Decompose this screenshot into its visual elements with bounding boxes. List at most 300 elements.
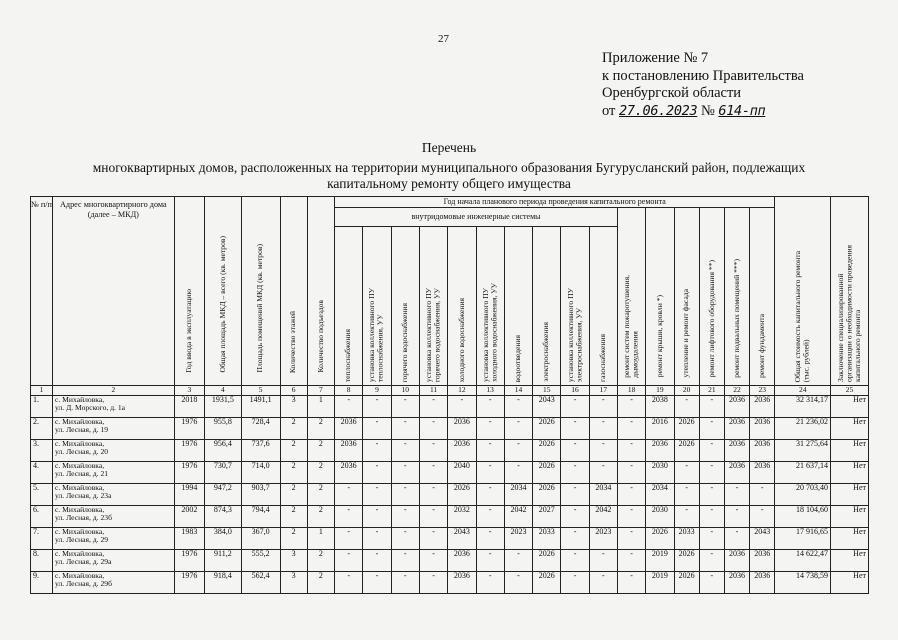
row-cell-c17: 2034 [589,483,617,505]
row-cell-c16: - [561,505,589,527]
row-cell-c14: - [504,395,532,417]
row-conclusion: Нет [831,571,869,593]
header-fire: ремонт систем пожаротушения, дымоудаления [617,208,645,386]
row-cell-c20: 2026 [674,571,699,593]
row-cell-c18: - [617,571,645,593]
row-total-area: 384,0 [205,527,242,549]
row-year: 2002 [174,505,204,527]
row-cell-c19: 2019 [646,549,674,571]
row-cell-c21: - [699,439,724,461]
row-cell-c9: - [363,527,391,549]
row-cell-c15: 2026 [533,439,561,461]
document-subtitle-line-2: капитальному ремонту общего имущества [327,176,571,191]
row-address [53,571,175,593]
address-line-1: с. Михайловка, [55,504,105,514]
row-cost: 21 637,14 [775,461,831,483]
row-conclusion: Нет [831,527,869,549]
row-cost: 20 703,40 [775,483,831,505]
row-cell-c14: - [504,439,532,461]
column-number: 4 [205,386,242,396]
row-cell-c23: 2036 [750,461,775,483]
address-line-1: с. Михайловка, [55,438,105,448]
row-cell-c17: 2023 [589,527,617,549]
row-cell-c18: - [617,439,645,461]
column-number: 20 [674,386,699,396]
row-entrances: 1 [307,395,334,417]
row-cell-c17: - [589,549,617,571]
row-floors: 3 [280,549,307,571]
row-cell-c8: - [335,527,363,549]
row-cell-c11: - [419,395,447,417]
header-gas: газоснабжения [589,227,617,386]
row-entrances: 1 [307,527,334,549]
address-line-2: ул. Лесная, д. 23а [55,491,112,500]
row-cell-c21: - [699,395,724,417]
row-total-area: 911,2 [205,549,242,571]
row-cell-c19: 2038 [646,395,674,417]
header-cold-water: холодного водоснабжения [448,227,476,386]
row-cell-c22: 2036 [724,571,749,593]
row-cell-c13: - [476,417,504,439]
header-elevator: ремонт лифтового оборудования **) [699,208,724,386]
row-cell-c13: - [476,505,504,527]
column-number: 22 [724,386,749,396]
row-floors: 3 [280,571,307,593]
row-cell-c23: 2036 [750,395,775,417]
row-index: 2. [31,417,53,439]
header-heat-meter: установка коллективного ПУ теплоснабжения, УУ [363,227,391,386]
row-cell-c16: - [561,527,589,549]
row-cell-c8: 2036 [335,439,363,461]
row-cell-c12: 2043 [448,527,476,549]
row-cell-c23: 2043 [750,527,775,549]
row-cell-c22: 2036 [724,417,749,439]
table-body [31,395,869,593]
row-year: 1976 [174,417,204,439]
row-premises-area: 562,4 [241,571,280,593]
row-address [53,527,175,549]
address-line-2: ул. Лесная, д. 29б [55,579,112,588]
row-cell-c22: 2036 [724,439,749,461]
row-premises-area: 794,4 [241,505,280,527]
row-total-area: 947,2 [205,483,242,505]
row-cell-c10: - [391,527,419,549]
row-cell-c12: 2036 [448,549,476,571]
header-entrances: Количество подъездов [307,197,334,386]
row-address [53,549,175,571]
row-cell-c21: - [699,571,724,593]
row-cell-c9: - [363,439,391,461]
row-cell-c13: - [476,571,504,593]
row-cell-c9: - [363,571,391,593]
row-cell-c10: - [391,483,419,505]
row-cell-c12: 2026 [448,483,476,505]
address-line-1: с. Михайловка, [55,526,105,536]
row-cell-c23: 2036 [750,439,775,461]
row-premises-area: 1491,1 [241,395,280,417]
header-address: Адрес многоквартирного дома (далее – МКД) [53,197,175,386]
appendix-date: 27.06.2023 [619,102,698,119]
row-cell-c16: - [561,461,589,483]
row-cell-c16: - [561,395,589,417]
header-cold-water-meter: установка коллективного ПУ холодного водоснабжения, УУ [476,227,504,386]
row-cell-c9: - [363,549,391,571]
row-floors: 2 [280,527,307,549]
row-entrances: 2 [307,417,334,439]
row-year: 1983 [174,527,204,549]
row-year: 1976 [174,549,204,571]
row-cell-c13: - [476,549,504,571]
row-cell-c23: 2036 [750,549,775,571]
row-premises-area: 367,0 [241,527,280,549]
row-cell-c18: - [617,461,645,483]
table-row [31,571,869,593]
appendix-no-sign: № [700,102,715,119]
document-title: Перечень [421,140,477,155]
row-premises-area: 728,4 [241,417,280,439]
row-total-area: 918,4 [205,571,242,593]
row-cell-c16: - [561,483,589,505]
document-subtitle-line-1: многоквартирных домов, расположенных на территории муниципального образования Бугурусланский район, подлежащих [92,160,806,175]
row-cell-c15: 2026 [533,417,561,439]
address-line-2: ул. Лесная, д. 23б [55,513,112,522]
row-cell-c8: 2036 [335,461,363,483]
row-total-area: 955,8 [205,417,242,439]
address-line-2: ул. Лесная, д. 21 [55,469,109,478]
row-cell-c23: - [750,483,775,505]
row-year: 1976 [174,461,204,483]
column-number: 15 [533,386,561,396]
row-cell-c18: - [617,527,645,549]
header-total-area: Общая площадь МКД – всего (кв. метров) [205,197,242,386]
row-premises-area: 555,2 [241,549,280,571]
row-cell-c21: - [699,505,724,527]
row-cell-c23: - [750,505,775,527]
row-address [53,461,175,483]
header-conclusion: Заключение специализированной организации о необходимости проведения капитального ремонта [831,197,869,386]
row-cell-c14: - [504,417,532,439]
header-basement: ремонт подвальных помещений ***) [724,208,749,386]
row-cell-c20: - [674,461,699,483]
address-line-2: ул. Лесная, д. 29а [55,557,112,566]
row-cell-c10: - [391,571,419,593]
header-foundation: ремонт фундамента [750,208,775,386]
header-systems-group: внутридомовые инженерные системы [335,208,618,227]
row-conclusion: Нет [831,461,869,483]
row-floors: 3 [280,395,307,417]
address-line-2: ул. Д. Морского, д. 1а [55,403,126,412]
appendix-line-3: Оренбургской области [602,85,742,101]
row-cell-c17: 2042 [589,505,617,527]
row-cell-c19: 2036 [646,439,674,461]
row-cell-c20: 2026 [674,439,699,461]
column-number: 23 [750,386,775,396]
header-roof: ремонт крыши, кровли *) [646,208,674,386]
row-cell-c15: 2026 [533,483,561,505]
row-cell-c23: 2036 [750,417,775,439]
row-cell-c15: 2026 [533,461,561,483]
row-cell-c10: - [391,417,419,439]
row-cell-c10: - [391,549,419,571]
row-cell-c11: - [419,549,447,571]
row-cell-c20: - [674,483,699,505]
column-number: 14 [504,386,532,396]
row-cell-c10: - [391,505,419,527]
row-cell-c13: - [476,439,504,461]
row-cell-c17: - [589,571,617,593]
row-floors: 2 [280,461,307,483]
appendix-number: 614-пп [718,102,766,119]
row-index: 3. [31,439,53,461]
row-cell-c17: - [589,395,617,417]
row-cost: 14 622,47 [775,549,831,571]
column-number: 9 [363,386,391,396]
row-index: 5. [31,483,53,505]
header-electric-meter: установка коллективного ПУ электроснабжения, УУ [561,227,589,386]
header-cost: Общая стоимость капитального ремонта (тыс. рублей) [775,197,831,386]
page-number: 27 [438,33,449,45]
address-line-1: с. Михайловка, [55,416,105,426]
row-cell-c15: 2027 [533,505,561,527]
row-cell-c14: 2042 [504,505,532,527]
header-floors: Количество этажей [280,197,307,386]
address-line-2: ул. Лесная, д. 29 [55,535,109,544]
address-line-1: с. Михайловка, [55,548,105,558]
row-total-area: 956,4 [205,439,242,461]
header-facade: утепление и ремонт фасада [674,208,699,386]
row-premises-area: 714,0 [241,461,280,483]
row-cost: 17 916,65 [775,527,831,549]
row-cell-c12: 2040 [448,461,476,483]
row-cell-c15: 2033 [533,527,561,549]
row-cell-c8: - [335,505,363,527]
column-number: 8 [335,386,363,396]
row-cell-c14: 2023 [504,527,532,549]
header-index: № п/п [31,197,53,386]
row-entrances: 2 [307,549,334,571]
column-number: 12 [448,386,476,396]
row-cell-c14: - [504,571,532,593]
row-cell-c19: 2030 [646,505,674,527]
row-cell-c10: - [391,439,419,461]
appendix-line-1: Приложение № 7 [602,50,709,66]
row-cell-c14: 2034 [504,483,532,505]
row-cell-c11: - [419,461,447,483]
row-cell-c21: - [699,527,724,549]
row-cell-c15: 2043 [533,395,561,417]
row-cell-c14: - [504,549,532,571]
row-cell-c19: 2026 [646,527,674,549]
row-cell-c22: 2036 [724,549,749,571]
row-cell-c20: 2026 [674,417,699,439]
row-total-area: 730,7 [205,461,242,483]
row-premises-area: 903,7 [241,483,280,505]
row-cell-c8: - [335,571,363,593]
row-floors: 2 [280,439,307,461]
table-row [31,527,869,549]
column-number: 19 [646,386,674,396]
address-line-1: с. Михайловка, [55,394,105,404]
column-number: 18 [617,386,645,396]
row-cell-c18: - [617,395,645,417]
address-line-1: с. Михайловка, [55,570,105,580]
row-cell-c11: - [419,505,447,527]
row-cell-c19: 2034 [646,483,674,505]
column-number: 13 [476,386,504,396]
row-cell-c9: - [363,505,391,527]
row-cell-c17: - [589,417,617,439]
row-cell-c19: 2019 [646,571,674,593]
row-address [53,439,175,461]
row-cell-c21: - [699,461,724,483]
row-cost: 18 104,60 [775,505,831,527]
row-cell-c16: - [561,571,589,593]
column-number: 1 [31,386,53,396]
row-year: 1976 [174,439,204,461]
table-row [31,439,869,461]
table-row [31,549,869,571]
column-number: 10 [391,386,419,396]
row-cell-c16: - [561,549,589,571]
row-cell-c11: - [419,571,447,593]
column-number: 2 [53,386,175,396]
column-number: 6 [280,386,307,396]
row-index: 1. [31,395,53,417]
row-cell-c23: 2036 [750,571,775,593]
header-premises-area: Площадь помещений МКД (кв. метров) [241,197,280,386]
row-cell-c9: - [363,395,391,417]
address-line-2: ул. Лесная, д. 20 [55,447,109,456]
row-address [53,395,175,417]
row-entrances: 2 [307,461,334,483]
row-year: 1976 [174,571,204,593]
row-cell-c22: 2036 [724,395,749,417]
column-number: 21 [699,386,724,396]
row-cell-c13: - [476,527,504,549]
row-cell-c15: 2026 [533,549,561,571]
row-cell-c12: 2032 [448,505,476,527]
row-cell-c12: - [448,395,476,417]
row-cell-c16: - [561,417,589,439]
row-cell-c18: - [617,549,645,571]
column-number: 5 [241,386,280,396]
row-cell-c14: - [504,461,532,483]
row-cell-c13: - [476,395,504,417]
row-conclusion: Нет [831,395,869,417]
row-address [53,417,175,439]
header-hot-water: горячего водоснабжения [391,227,419,386]
appendix-line-2: к постановлению Правительства [602,67,804,84]
row-conclusion: Нет [831,549,869,571]
row-cell-c8: - [335,395,363,417]
row-floors: 2 [280,483,307,505]
appendix-prefix: от [602,102,616,119]
address-line-1: с. Михайловка, [55,482,105,492]
column-number: 11 [419,386,447,396]
row-cell-c20: 2026 [674,549,699,571]
row-address [53,483,175,505]
row-cell-c21: - [699,417,724,439]
row-year: 2018 [174,395,204,417]
row-cell-c21: - [699,483,724,505]
row-cell-c9: - [363,461,391,483]
row-conclusion: Нет [831,439,869,461]
row-premises-area: 737,6 [241,439,280,461]
table-row [31,505,869,527]
header-hot-water-meter: установка коллективного ПУ горячего водоснабжения, УУ [419,227,447,386]
column-number: 16 [561,386,589,396]
column-number: 3 [174,386,204,396]
buildings-table [30,196,869,594]
row-cell-c10: - [391,395,419,417]
row-cell-c11: - [419,483,447,505]
row-conclusion: Нет [831,483,869,505]
column-number: 7 [307,386,334,396]
row-cell-c15: 2026 [533,571,561,593]
row-cell-c9: - [363,417,391,439]
row-year: 1994 [174,483,204,505]
row-cell-c22: - [724,483,749,505]
row-floors: 2 [280,417,307,439]
row-cell-c21: - [699,549,724,571]
row-conclusion: Нет [831,417,869,439]
row-cell-c18: - [617,417,645,439]
row-cell-c12: 2036 [448,417,476,439]
column-numbers-row [31,386,869,396]
row-index: 9. [31,571,53,593]
address-line-2: ул. Лесная, д. 19 [55,425,109,434]
header-drainage: водоотведения [504,227,532,386]
row-cell-c17: - [589,439,617,461]
column-number: 17 [589,386,617,396]
row-cell-c12: 2036 [448,439,476,461]
appendix-date-line [602,103,804,121]
row-cell-c18: - [617,505,645,527]
row-index: 8. [31,549,53,571]
row-cell-c11: - [419,439,447,461]
row-cell-c20: - [674,395,699,417]
row-cell-c11: - [419,527,447,549]
column-number: 24 [775,386,831,396]
row-index: 7. [31,527,53,549]
row-cell-c10: - [391,461,419,483]
row-entrances: 2 [307,571,334,593]
row-cell-c8: - [335,549,363,571]
row-entrances: 2 [307,439,334,461]
row-cell-c22: - [724,505,749,527]
header-year-built: Год ввода в эксплуатацию [174,197,204,386]
row-cost: 31 275,64 [775,439,831,461]
row-cell-c16: - [561,439,589,461]
row-cell-c17: - [589,461,617,483]
column-number: 25 [831,386,869,396]
table-row [31,417,869,439]
row-entrances: 2 [307,505,334,527]
row-total-area: 1931,5 [205,395,242,417]
row-cell-c11: - [419,417,447,439]
row-cost: 14 738,59 [775,571,831,593]
row-cell-c13: - [476,483,504,505]
row-cost: 32 314,17 [775,395,831,417]
row-index: 6. [31,505,53,527]
row-cell-c9: - [363,483,391,505]
row-cell-c18: - [617,483,645,505]
row-cell-c13: - [476,461,504,483]
row-floors: 2 [280,505,307,527]
row-cell-c19: 2016 [646,417,674,439]
row-cell-c20: - [674,505,699,527]
row-entrances: 2 [307,483,334,505]
